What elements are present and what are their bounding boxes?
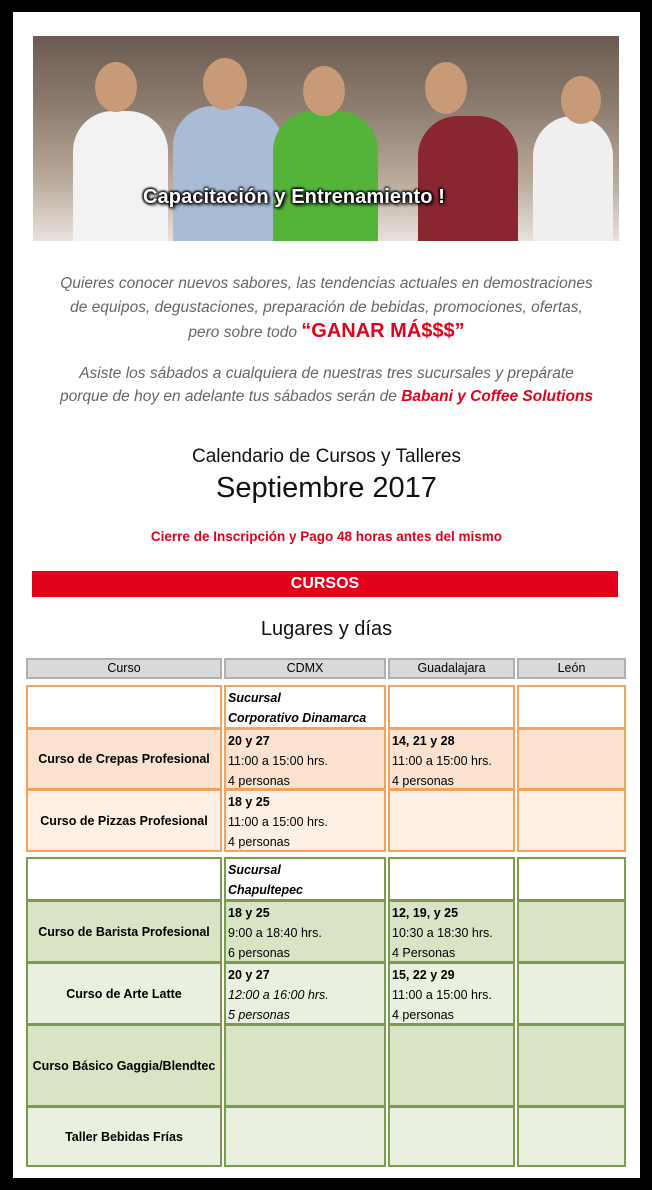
barista-cdmx	[224, 900, 386, 963]
latte-cdmx-days: 20 y 27	[228, 968, 270, 982]
intro-line-2: de equipos, degustaciones, preparación de bebidas, promociones, ofertas,	[70, 299, 583, 316]
table-cell-empty	[388, 1024, 515, 1107]
table-cell-empty	[388, 789, 515, 852]
latte-gdl-days: 15, 22 y 29	[392, 968, 455, 982]
crepas-cdmx-people: 4 personas	[228, 774, 290, 788]
table-cell-empty	[517, 857, 626, 901]
course-crepas: Curso de Crepas Profesional	[26, 728, 222, 790]
intro-line-3	[13, 320, 640, 344]
barista-cdmx-time: 9:00 a 18:40 hrs.	[228, 926, 322, 940]
latte-gdl-people: 4 personas	[392, 1008, 454, 1022]
latte-cdmx-time: 12:00 a 16:00 hrs.	[228, 988, 329, 1002]
barista-gdl-time: 10:30 a 18:30 hrs.	[392, 926, 493, 940]
intro-line-5	[13, 385, 640, 408]
header-guadalajara: Guadalajara	[388, 658, 515, 679]
latte-gdl	[388, 962, 515, 1025]
pizzas-cdmx-time: 11:00 a 15:00 hrs.	[228, 815, 328, 829]
barista-cdmx-days: 18 y 25	[228, 906, 270, 920]
table-row	[26, 685, 222, 729]
header-cdmx: CDMX	[224, 658, 386, 679]
latte-cdmx-people: 5 personas	[228, 1008, 290, 1022]
crepas-cdmx	[224, 728, 386, 790]
course-arte-latte: Curso de Arte Latte	[26, 962, 222, 1025]
brand-name: Babani y Coffee Solutions	[401, 388, 594, 405]
barista-cdmx-people: 6 personas	[228, 946, 290, 960]
intro-line-3-text: pero sobre todo	[188, 324, 297, 341]
table-cell-empty	[517, 962, 626, 1025]
registration-notice: Cierre de Inscripción y Pago 48 horas antes del mismo	[150, 529, 503, 544]
crepas-gdl	[388, 728, 515, 790]
pizzas-cdmx-people: 4 personas	[228, 835, 290, 849]
hero-title: Capacitación y Entrenamiento !	[143, 186, 445, 208]
table-cell-empty	[388, 685, 515, 729]
crepas-gdl-days: 14, 21 y 28	[392, 734, 455, 748]
table-cell-empty	[517, 900, 626, 963]
calendar-title: Calendario de Cursos y Talleres	[192, 446, 461, 467]
table-cell-empty	[224, 1024, 386, 1107]
pizzas-cdmx-days: 18 y 25	[228, 795, 270, 809]
intro-line-5-text: porque de hoy en adelante tus sábados serán de	[59, 388, 397, 405]
table-cell-empty	[517, 1106, 626, 1167]
course-gaggia-blendtec: Curso Básico Gaggia/Blendtec	[26, 1024, 222, 1107]
sucursal-label: Sucursal	[228, 863, 281, 877]
calendar-month-name: Septiembre	[216, 472, 365, 504]
header-curso: Curso	[26, 658, 222, 679]
pizzas-cdmx	[224, 789, 386, 852]
course-pizzas: Curso de Pizzas Profesional	[26, 789, 222, 852]
ganar-mas-highlight: “GANAR MÁ$$$”	[301, 320, 465, 342]
crepas-gdl-people: 4 personas	[392, 774, 454, 788]
sucursal-chapultepec	[224, 857, 386, 901]
header-leon: León	[517, 658, 626, 679]
intro-line-4: Asiste los sábados a cualquiera de nuestras tres sucursales y prepárate	[79, 365, 574, 382]
table-cell-empty	[517, 789, 626, 852]
crepas-gdl-time: 11:00 a 15:00 hrs.	[392, 754, 492, 768]
hero-banner	[33, 36, 619, 241]
sucursal-name: Corporativo Dinamarca	[228, 711, 367, 725]
barista-gdl-people: 4 Personas	[392, 946, 456, 960]
lugares-heading: Lugares y días	[260, 618, 393, 640]
calendar-year: 2017	[372, 472, 437, 504]
table-cell-empty	[517, 728, 626, 790]
table-row	[26, 857, 222, 901]
sucursal-label: Sucursal	[228, 691, 281, 705]
course-bebidas-frias: Taller Bebidas Frías	[26, 1106, 222, 1167]
cursos-section-bar: CURSOS	[32, 571, 618, 597]
sucursal-dinamarca	[224, 685, 386, 729]
page-frame	[13, 12, 640, 1178]
latte-cdmx	[224, 962, 386, 1025]
crepas-cdmx-time: 11:00 a 15:00 hrs.	[228, 754, 328, 768]
intro-line-1: Quieres conocer nuevos sabores, las tendencias actuales en demostraciones	[60, 275, 593, 292]
sucursal-name: Chapultepec	[228, 883, 304, 897]
table-cell-empty	[388, 1106, 515, 1167]
barista-gdl-days: 12, 19, y 25	[392, 906, 459, 920]
calendar-month	[13, 472, 640, 505]
table-cell-empty	[517, 1024, 626, 1107]
crepas-cdmx-days: 20 y 27	[228, 734, 270, 748]
barista-gdl	[388, 900, 515, 963]
table-cell-empty	[224, 1106, 386, 1167]
latte-gdl-time: 11:00 a 15:00 hrs.	[392, 988, 492, 1002]
table-cell-empty	[517, 685, 626, 729]
table-cell-empty	[388, 857, 515, 901]
course-barista: Curso de Barista Profesional	[26, 900, 222, 963]
